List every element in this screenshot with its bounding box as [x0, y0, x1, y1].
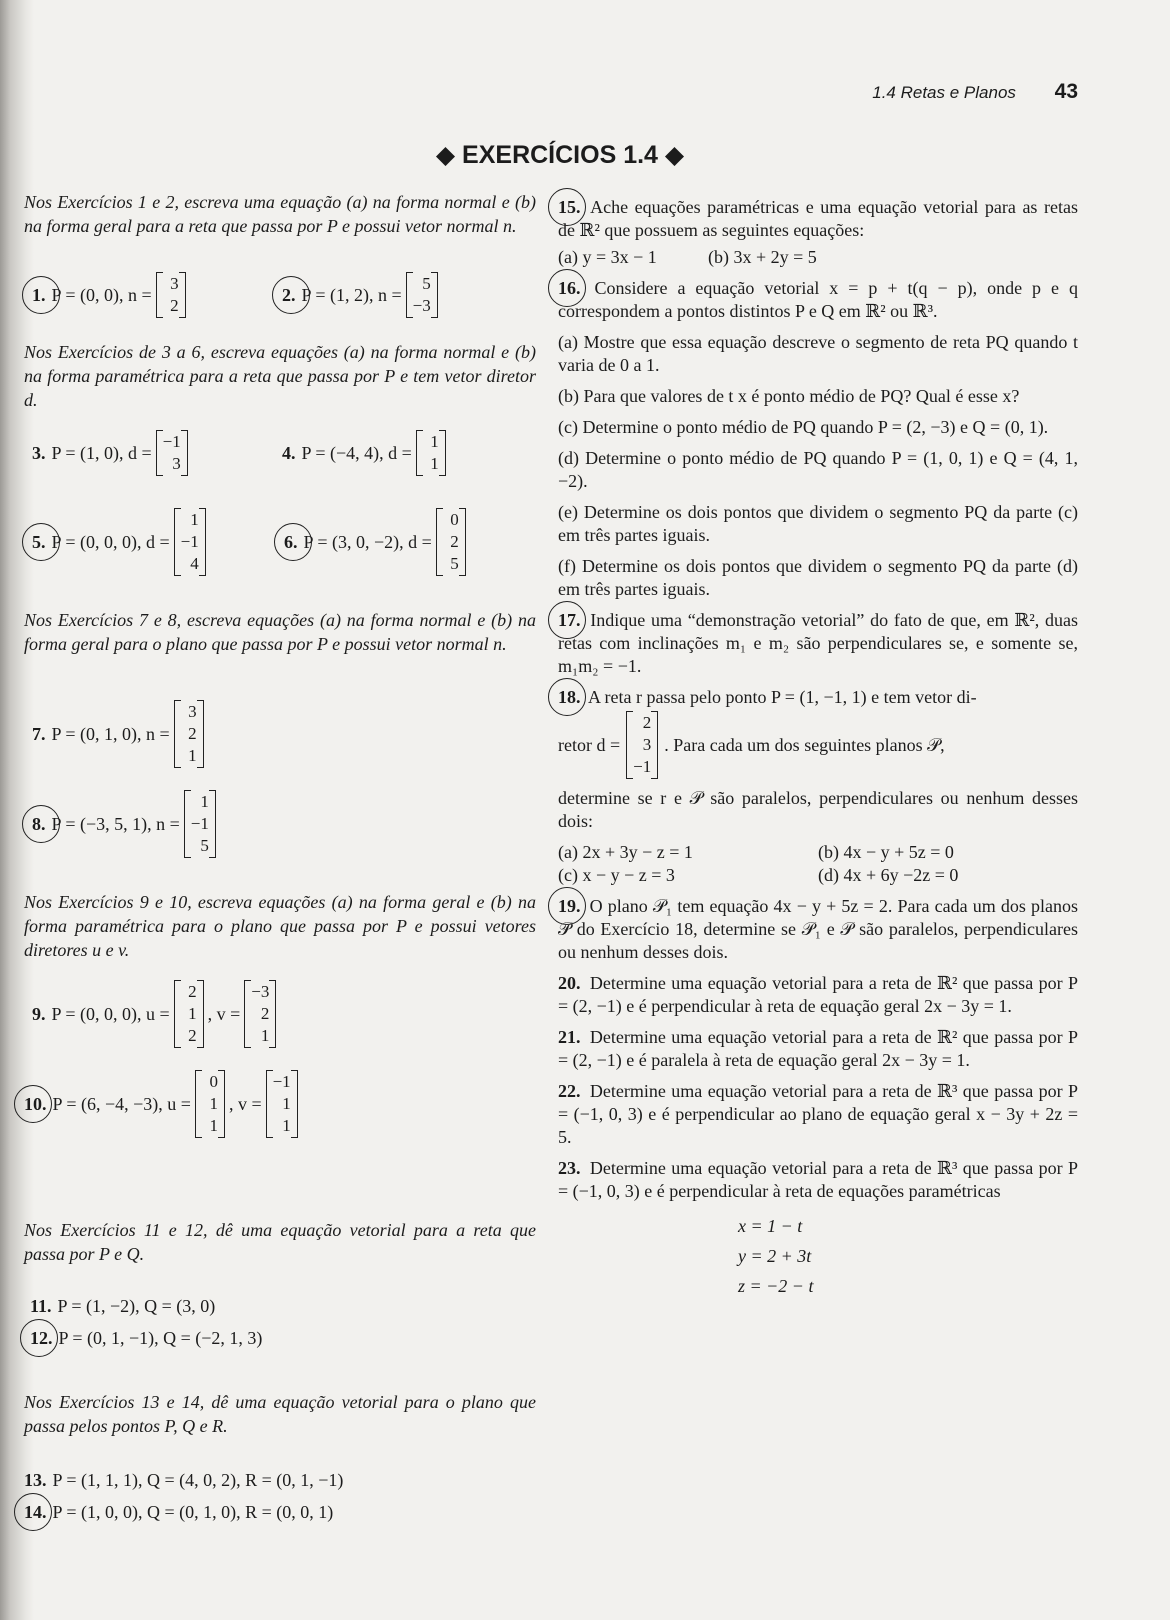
- exercise-12: 12. P = (0, 1, −1), Q = (−2, 1, 3): [30, 1328, 263, 1348]
- direction-vector-u: 0 1 1: [195, 1070, 225, 1138]
- exercise-number: 2.: [282, 284, 296, 305]
- direction-vector: 1 −1 4: [174, 508, 206, 576]
- exercise-4: 4. P = (−4, 4), d = 1 1: [282, 430, 450, 476]
- intro-3-6: Nos Exercícios de 3 a 6, escreva equações (a) na forma normal e (b) na forma paramétrica para a reta que passa por P e tem vetor diretor d.: [24, 342, 536, 410]
- exercise-18-vector: retor d = 2 3 −1 . Para cada um dos seguintes planos 𝒫,: [558, 711, 1078, 779]
- exercise-18-options: (a) 2x + 3y − z = 1 (b) 4x − y + 5z = 0 (c) x − y − z = 3 (d) 4x + 6y −2z = 0: [558, 842, 959, 885]
- normal-vector: 5 −3: [406, 272, 438, 318]
- direction-vector: 0 2 5: [436, 508, 466, 576]
- exercise-18-cont: determine se r e 𝒫 são paralelos, perpendiculares ou nenhum desses dois:: [558, 788, 1078, 831]
- exercise-number: 1.: [32, 284, 46, 305]
- exercise-21: 21. Determine uma equação vetorial para a reta de ℝ² que passa por P = (2, −1) e é paralela à reta de equação geral 2x − 3y = 1.: [558, 1027, 1079, 1070]
- section-title: 1.4 Retas e Planos: [872, 83, 1016, 102]
- exercise-15: 15. Ache equações paramétricas e uma equação vetorial para as retas de ℝ² que possuem as seguintes equações: (a) y = 3x − 1 (b) 3x + 2y = 5: [558, 197, 1078, 267]
- exercise-20: 20. Determine uma equação vetorial para a reta de ℝ² que passa por P = (2, −1) e é perpendicular à reta de equação geral 2x − 3y = 1.: [558, 973, 1079, 1016]
- normal-vector: 3 2: [156, 272, 186, 318]
- intro-11-12: Nos Exercícios 11 e 12, dê uma equação vetorial para a reta que passa por P e Q.: [24, 1220, 536, 1264]
- exercise-2: [282, 272, 442, 318]
- direction-vector-u: 2 1 2: [174, 980, 204, 1048]
- direction-vector-v: −1 1 1: [266, 1070, 298, 1138]
- direction-vector-v: −3 2 1: [244, 980, 276, 1048]
- exercise-22: 22. Determine uma equação vetorial para a reta de ℝ³ que passa por P = (−1, 0, 3) e é perpendicular ao plano de equação geral x − 3y + 2z = 5.: [558, 1081, 1079, 1147]
- exercise-16b: (b) Para que valores de t x é ponto médio de PQ? Qual é esse x?: [558, 386, 1020, 406]
- direction-vector: 2 3 −1: [626, 711, 658, 779]
- exercise-text: P = (0, 0), n =: [51, 284, 152, 305]
- exercise-16d: (d) Determine o ponto médio de PQ quando P = (1, 0, 1) e Q = (4, 1, −2).: [558, 448, 1078, 491]
- exercise-3: 3. P = (1, 0), d = −1 3: [32, 430, 192, 476]
- exercise-14: 14. P = (1, 0, 0), Q = (0, 1, 0), R = (0, 0, 1): [24, 1502, 334, 1522]
- exercise-5: 5. P = (0, 0, 0), d = 1 −1 4: [32, 508, 210, 576]
- exercise-17: 17. Indique uma “demonstração vetorial” do fato de que, em ℝ², duas retas com inclinações m₁ e m₂ são perpendiculares se, e somente se, m₁m₂ = −1.: [558, 610, 1078, 676]
- exercise-16: 16. Considere a equação vetorial x = p + t(q − p), onde p e q correspondem a pontos distintos P e Q em ℝ² ou ℝ³.: [558, 278, 1079, 321]
- exercise-18: 18. A reta r passa pelo ponto P = (1, −1, 1) e tem vetor di-: [558, 687, 977, 707]
- exercise-16f: (f) Determine os dois pontos que dividem o segmento PQ da parte (d) em três partes iguais.: [558, 556, 1078, 599]
- exercise-9: 9. P = (0, 0, 0), u = 2 1 2 , v = −3 2 1: [32, 980, 280, 1048]
- exercise-16c: (c) Determine o ponto médio de PQ quando P = (2, −3) e Q = (0, 1).: [558, 417, 1049, 437]
- exercise-11: 11. P = (1, −2), Q = (3, 0): [30, 1296, 216, 1316]
- exercise-6: 6. P = (3, 0, −2), d = 0 2 5: [284, 508, 470, 576]
- intro-13-14: Nos Exercícios 13 e 14, dê uma equação vetorial para o plano que passa pelos pontos P, Q e R.: [24, 1392, 536, 1436]
- intro-1-2: Nos Exercícios 1 e 2, escreva uma equação (a) na forma normal e (b) na forma geral para a reta que passa por P e possui vetor normal n.: [24, 192, 536, 236]
- page-number: 43: [1054, 80, 1078, 103]
- exercise-13: 13. P = (1, 1, 1), Q = (4, 0, 2), R = (0, 1, −1): [24, 1470, 344, 1490]
- exercise-text: P = (1, 2), n =: [301, 284, 402, 305]
- page-title: ◆ EXERCÍCIOS 1.4 ◆: [435, 141, 685, 169]
- intro-7-8: Nos Exercícios 7 e 8, escreva equações (a) na forma normal e (b) na forma geral para o plano que passa por P e possui vetor normal n.: [24, 610, 536, 654]
- exercise-7: 7. P = (0, 1, 0), n = 3 2 1: [32, 700, 208, 768]
- direction-vector: −1 3: [156, 430, 188, 476]
- exercise-8: 8. P = (−3, 5, 1), n = 1 −1 5: [32, 790, 220, 858]
- exercise-1: [32, 272, 190, 318]
- normal-vector: 3 2 1: [174, 700, 204, 768]
- running-header: [872, 80, 1078, 104]
- right-column: [558, 196, 1078, 1301]
- intro-9-10: Nos Exercícios 9 e 10, escreva equações (a) na forma geral e (b) na forma paramétrica para o plano que passa por P e possui vetores diretores u e v.: [24, 892, 536, 960]
- exercise-10: 10. P = (6, −4, −3), u = 0 1 1 , v = −1 1 1: [24, 1070, 302, 1138]
- normal-vector: 1 −1 5: [184, 790, 216, 858]
- parametric-system: x = 1 − t y = 2 + 3t z = −2 − t: [738, 1216, 814, 1296]
- exercise-23: 23. Determine uma equação vetorial para a reta de ℝ³ que passa por P = (−1, 0, 3) e é perpendicular à reta de equações paramétricas: [558, 1158, 1079, 1201]
- exercise-16a: (a) Mostre que essa equação descreve o segmento de reta PQ quando t varia de 0 a 1.: [558, 332, 1078, 375]
- direction-vector: 1 1: [416, 430, 446, 476]
- exercise-16e: (e) Determine os dois pontos que dividem o segmento PQ da parte (c) em três partes iguais.: [558, 502, 1078, 545]
- exercise-19: 19. O plano 𝒫₁ tem equação 4x − y + 5z = 2. Para cada um dos planos 𝒫 do Exercício 18, determine se 𝒫₁ e 𝒫 são paralelos, perpendiculares ou nenhum desses dois.: [558, 896, 1079, 962]
